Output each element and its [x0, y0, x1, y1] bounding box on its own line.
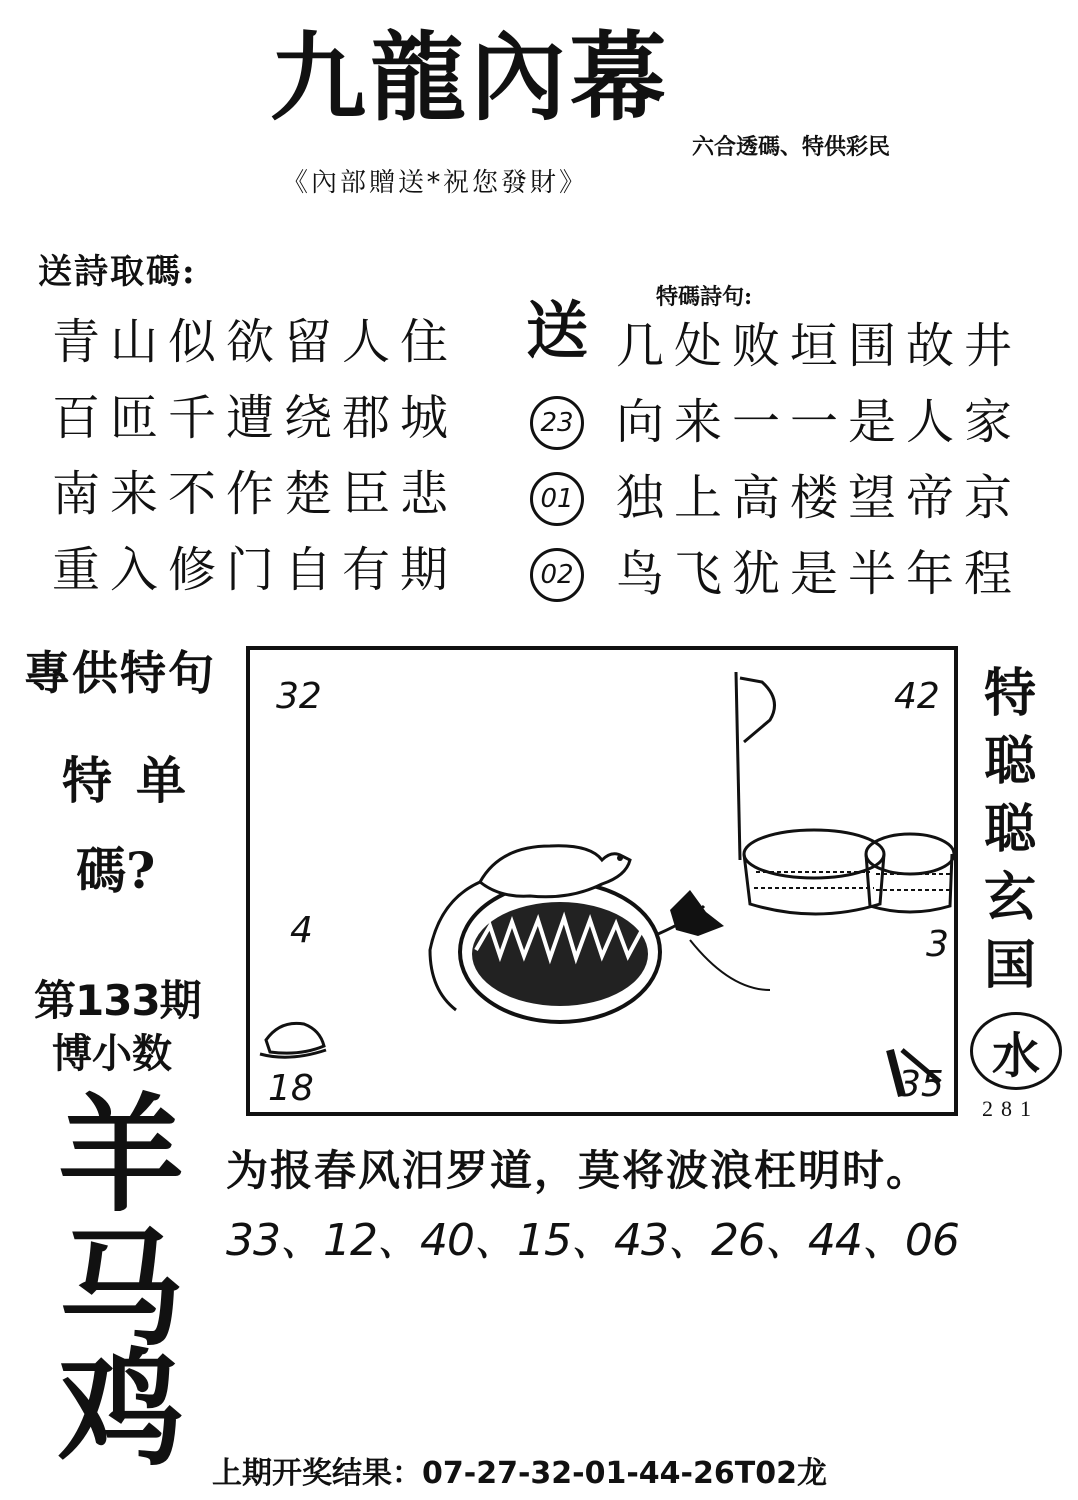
vertical-text-column [978, 660, 1042, 1000]
right-poem-line-4: 鸟飞犹是半年程 [616, 546, 1023, 602]
rat-watermelon-illustration [250, 650, 954, 1112]
corner-number-bottom-left: 18 [268, 1068, 314, 1109]
zodiac-1: 羊 [58, 1081, 184, 1229]
number-circle-2: 01 [530, 472, 584, 526]
title-subtitle: 六合透碼、特供彩民 [692, 134, 891, 160]
left-poem-line-1: 青山似欲留人住 [52, 314, 459, 370]
vertical-char-1: 特 [983, 663, 1036, 724]
left-poem-line-3: 南来不作楚臣悲 [52, 466, 459, 522]
right-poem-line-1: 几处败垣围故井 [616, 318, 1023, 374]
special-poem-label: 特碼詩句: [656, 284, 753, 310]
right-poem-line-3: 独上高楼望帝京 [616, 470, 1023, 526]
last-result: 上期开奖结果：07-27-32-01-44-26T02龙 [212, 1456, 827, 1491]
water-circle: 水 [970, 1012, 1062, 1090]
vertical-char-4: 玄 [983, 867, 1036, 928]
special-line-3: 碼? [76, 841, 156, 900]
inner-number-right: 3 [926, 924, 949, 965]
issue-period: 第133期 [34, 976, 201, 1025]
vertical-char-5: 国 [983, 935, 1036, 996]
zodiac-3: 鸡 [58, 1335, 184, 1483]
poem-section-label: 送詩取碼: [38, 252, 197, 292]
page-title: 九龍內幕 [270, 21, 670, 134]
song-char: 送 [526, 294, 589, 367]
numbers-line: 33、12、40、15、43、26、44、06 [226, 1215, 959, 1266]
corner-number-top-right: 42 [894, 676, 940, 717]
corner-number-top-left: 32 [276, 676, 322, 717]
zodiac-2: 马 [58, 1215, 184, 1363]
small-number: 281 [982, 1096, 1039, 1121]
right-poem-line-2: 向来一一是人家 [616, 394, 1023, 450]
illustration-box [246, 646, 958, 1116]
corner-number-bottom-right: 35 [898, 1064, 944, 1105]
number-circle-1: 23 [530, 396, 584, 450]
verse-line: 为报春风汨罗道，莫将波浪枉明时。 [226, 1146, 931, 1195]
vertical-char-2: 聪 [983, 731, 1036, 792]
left-poem-line-2: 百匝千遭绕郡城 [52, 390, 459, 446]
inner-number-left: 4 [290, 910, 313, 951]
special-line-1: 專供特句 [24, 646, 216, 700]
tagline: 《內部贈送*祝您發財》 [282, 168, 589, 198]
special-line-2: 特单 [62, 751, 210, 810]
number-circle-3: 02 [530, 548, 584, 602]
issue-subtitle: 博小数 [52, 1030, 172, 1077]
vertical-char-3: 聪 [983, 799, 1036, 860]
left-poem-line-4: 重入修门自有期 [52, 542, 459, 598]
